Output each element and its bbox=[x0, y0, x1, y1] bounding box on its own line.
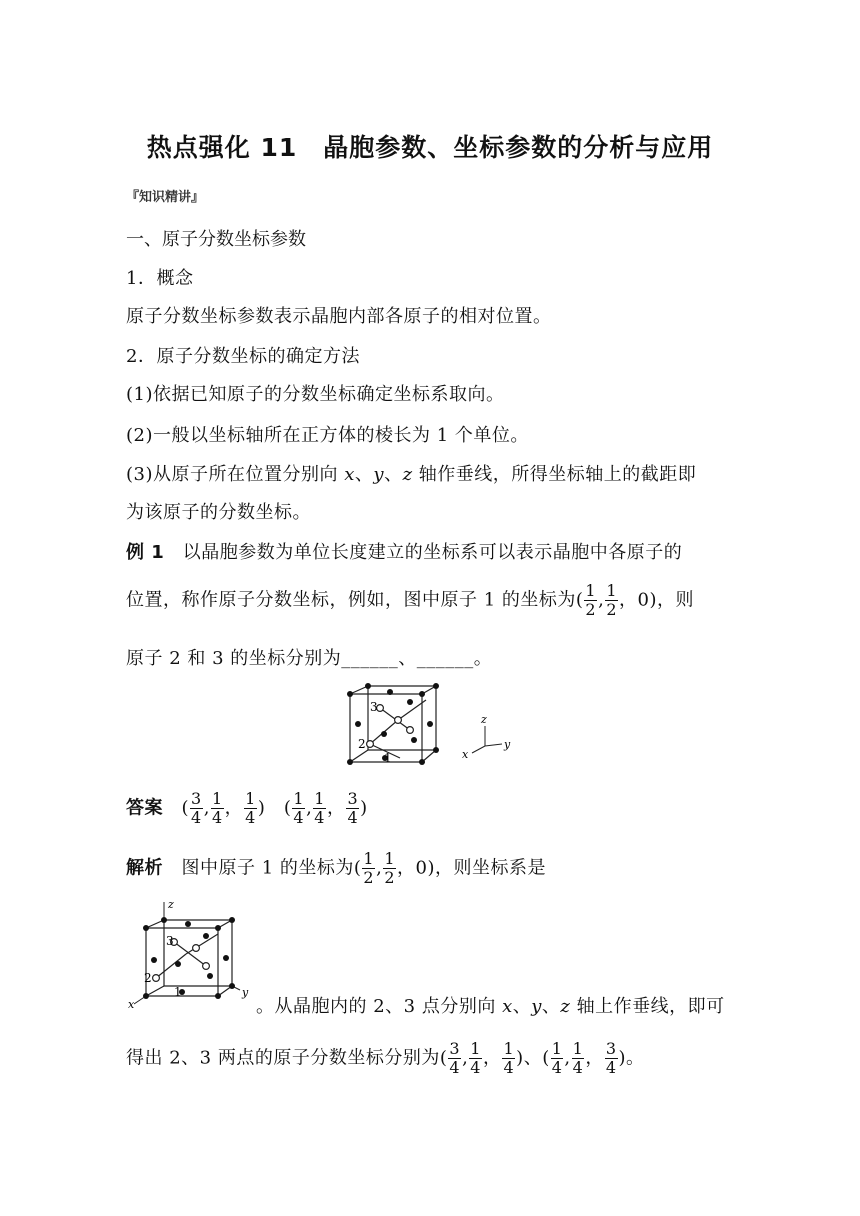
atom-2-label: 2 bbox=[358, 737, 366, 751]
axis-x-label: x bbox=[462, 748, 469, 761]
page-title: 热点强化 11 晶胞参数、坐标参数的分析与应用 bbox=[146, 133, 714, 162]
separator: 、 bbox=[354, 464, 374, 485]
method-item-3-text: (3)从原子所在位置分别向 bbox=[126, 464, 338, 485]
separator: 、 bbox=[384, 464, 403, 485]
axis-y-label: y bbox=[242, 986, 249, 999]
axis-y-label: y bbox=[504, 738, 511, 751]
example-text: 以晶胞参数为单位长度建立的坐标系可以表示晶胞中各原子的 bbox=[182, 542, 683, 563]
analysis-label: 解析 bbox=[126, 857, 163, 879]
axis-x-label: x bbox=[128, 998, 135, 1010]
axis-y-label: y bbox=[373, 464, 385, 485]
atom-3-label: 3 bbox=[370, 700, 378, 714]
axis-z-label: z bbox=[402, 464, 413, 485]
answer-label: 答案 bbox=[126, 797, 163, 819]
axis-x-label: x bbox=[344, 464, 355, 485]
atom-1-label: 1 bbox=[174, 985, 182, 999]
fraction: $\frac{1}{2}$ bbox=[585, 581, 597, 619]
method-item-3 bbox=[126, 460, 696, 486]
crystal-cell-diagram-1 bbox=[340, 680, 530, 765]
example-line-3: 原子 2 和 3 的坐标分别为______、______。 bbox=[126, 648, 493, 669]
section-tag-label: 知识精讲 bbox=[139, 190, 192, 205]
analysis-line-3: 得出 2、3 两点的原子分数坐标分别为( $\frac{3}{4}$ , $\frac{1}{4}$ ， $\frac{1}{4}$ )、( $\frac{1}{4}$ , $\frac{1}{4}$ ， $\frac{3}{4}$ )。 bbox=[126, 1039, 645, 1077]
crystal-cell-diagram-2 bbox=[126, 898, 256, 1010]
atom-1-label: 1 bbox=[384, 751, 392, 765]
example-line-2: 位置，称作原子分数坐标，例如，图中原子 1 的坐标为( $\frac{1}{2}$ , $\frac{1}{2}$ ，0)，则 bbox=[126, 581, 695, 619]
method-item-2: (2)一般以坐标轴所在正方体的棱长为 1 个单位。 bbox=[126, 425, 529, 446]
example-text-2a: 位置，称作原子分数坐标，例如，图中原子 1 的坐标为( bbox=[126, 589, 584, 611]
analysis-line-2: 。从晶胞内的 2、3 点分别向 x、y、z 轴上作垂线，即可 bbox=[256, 996, 725, 1017]
method-item-1: (1)依据已知原子的分数坐标确定坐标系取向。 bbox=[126, 384, 505, 405]
method-item-3-cont: 为该原子的分数坐标。 bbox=[126, 502, 311, 523]
atom-2-label: 2 bbox=[144, 971, 152, 985]
concept-text: 原子分数坐标参数表示晶胞内部各原子的相对位置。 bbox=[126, 306, 552, 327]
atom-3-label: 3 bbox=[166, 934, 174, 948]
example-line-1 bbox=[126, 538, 682, 564]
section-heading: 一、原子分数坐标参数 bbox=[126, 229, 306, 250]
section-tag: 『知识精讲』 bbox=[126, 190, 205, 205]
example-label: 例 1 bbox=[126, 542, 165, 563]
axis-z-label: z bbox=[481, 713, 487, 726]
fraction: $\frac{1}{2}$ bbox=[606, 581, 618, 619]
method-item-3-text-b: 轴作垂线，所得坐标轴上的截距即 bbox=[418, 464, 697, 485]
axis-z-label: z bbox=[168, 898, 174, 911]
analysis-line-1: 解析 图中原子 1 的坐标为( $\frac{1}{2}$ , $\frac{1}{2}$ ，0)，则坐标系是 bbox=[126, 849, 547, 887]
example-text-2b: 0)，则 bbox=[637, 589, 695, 611]
concept-heading: 1．概念 bbox=[126, 268, 194, 289]
method-heading: 2．原子分数坐标的确定方法 bbox=[126, 346, 360, 367]
answer-line: 答案 ( $\frac{3}{4}$ , $\frac{1}{4}$ ， $\frac{1}{4}$ ) ( $\frac{1}{4}$ , $\frac{1}{4}$ ， $\frac{3}{4}$ ) bbox=[126, 789, 368, 827]
